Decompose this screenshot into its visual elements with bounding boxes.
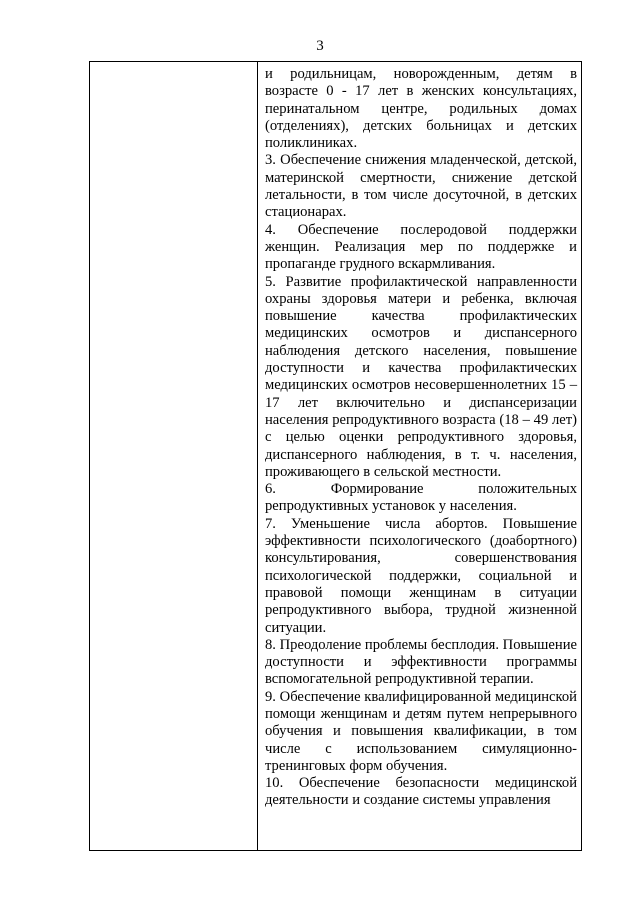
paragraph-continuation: и родильницам, новорожденным, детям в возрасте 0 - 17 лет в женских консультациях, перинатальном центре, родильных домах (отделениях), детских больницах и детских поликлиниках. <box>265 66 577 152</box>
table-right-cell <box>265 66 577 810</box>
page-number: 3 <box>316 38 324 54</box>
paragraph-item-9: 9. Обеспечение квалифицированной медицинской помощи женщинам и детям путем непрерывного обучения и повышения квалификации, в том числе с использованием симуляционно-тренинговых форм обучения. <box>265 688 577 774</box>
table-left-cell <box>90 62 258 850</box>
paragraph-item-4: 4. Обеспечение послеродовой поддержки женщин. Реализация мер по поддержке и пропаганде грудного вскармливания. <box>265 221 577 273</box>
paragraph-item-10: 10. Обеспечение безопасности медицинской деятельности и создание системы управления <box>265 775 577 809</box>
paragraph-item-6: 6. Формирование положительных репродуктивных установок у населения. <box>265 481 577 515</box>
paragraph-item-8: 8. Преодоление проблемы бесплодия. Повышение доступности и эффективности программы вспомогательной репродуктивной терапии. <box>265 636 577 688</box>
document-table <box>89 61 582 851</box>
paragraph-item-7: 7. Уменьшение числа абортов. Повышение эффективности психологического (доабортного) консультирования, совершенствования психологической поддержки, социальной и правовой помощи женщинам в ситуации репродуктивного выбора, трудной жизненной ситуации. <box>265 515 577 636</box>
paragraph-item-5: 5. Развитие профилактической направленности охраны здоровья матери и ребенка, включая повышение качества профилактических медицинских осмотров и диспансерного наблюдения детского населения, повышение доступности и качества профилактических медицинских осмотров несовершеннолетних 15 – 17 лет включительно и диспансеризации населения репродуктивного возраста (18 – 49 лет) с целью оценки репродуктивного здоровья, диспансерного наблюдения, в т. ч. населения, проживающего в сельской местности. <box>265 273 577 480</box>
paragraph-item-3: 3. Обеспечение снижения младенческой, детской, материнской смертности, снижение детской летальности, в том числе досуточной, в детских стационарах. <box>265 152 577 221</box>
